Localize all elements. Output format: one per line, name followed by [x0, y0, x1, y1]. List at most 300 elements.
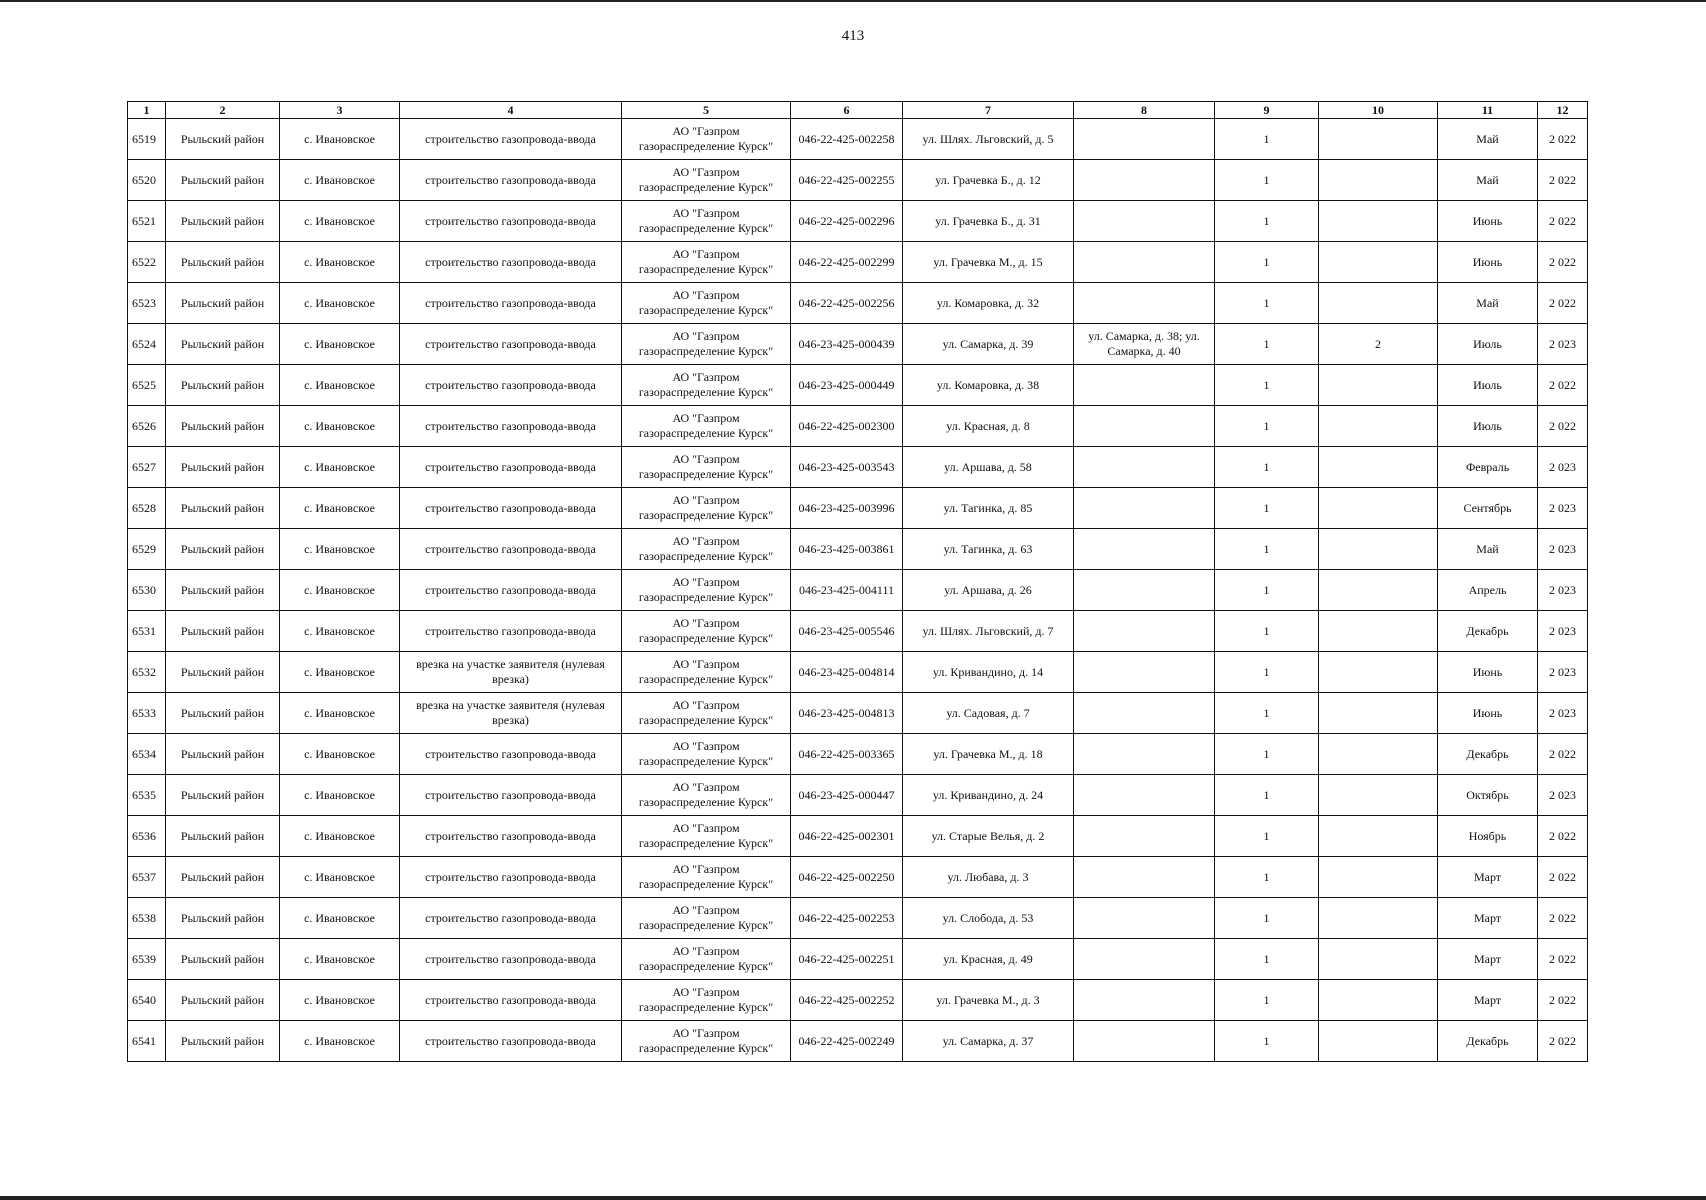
table-row — [128, 283, 1588, 324]
cell-application-number: 046-22-425-002258 — [791, 119, 903, 160]
cell-organization: АО "Газпром газораспределение Курск" — [622, 775, 791, 816]
cell-row-number: 6533 — [128, 693, 166, 734]
cell-district: Рыльский район — [166, 119, 280, 160]
cell-year: 2 023 — [1538, 324, 1588, 365]
cell-year: 2 022 — [1538, 242, 1588, 283]
cell-extra-addresses — [1074, 693, 1215, 734]
cell-application-number: 046-23-425-000447 — [791, 775, 903, 816]
cell-district: Рыльский район — [166, 652, 280, 693]
cell-application-number: 046-22-425-002252 — [791, 980, 903, 1021]
table-row — [128, 406, 1588, 447]
cell-month: Июнь — [1438, 201, 1538, 242]
cell-application-number: 046-22-425-002253 — [791, 898, 903, 939]
cell-organization: АО "Газпром газораспределение Курск" — [622, 939, 791, 980]
cell-extra-addresses — [1074, 857, 1215, 898]
cell-year: 2 022 — [1538, 734, 1588, 775]
cell-count-1: 1 — [1215, 242, 1319, 283]
cell-row-number: 6519 — [128, 119, 166, 160]
cell-address: ул. Комаровка, д. 38 — [903, 365, 1074, 406]
cell-address: ул. Любава, д. 3 — [903, 857, 1074, 898]
cell-application-number: 046-22-425-002251 — [791, 939, 903, 980]
cell-settlement: с. Ивановское — [280, 775, 400, 816]
cell-work-type: строительство газопровода-ввода — [400, 570, 622, 611]
cell-year: 2 023 — [1538, 652, 1588, 693]
cell-settlement: с. Ивановское — [280, 406, 400, 447]
cell-row-number: 6541 — [128, 1021, 166, 1062]
cell-year: 2 023 — [1538, 570, 1588, 611]
cell-year: 2 022 — [1538, 160, 1588, 201]
cell-work-type: строительство газопровода-ввода — [400, 324, 622, 365]
cell-work-type: строительство газопровода-ввода — [400, 1021, 622, 1062]
cell-work-type: строительство газопровода-ввода — [400, 939, 622, 980]
cell-settlement: с. Ивановское — [280, 447, 400, 488]
cell-month: Июнь — [1438, 652, 1538, 693]
cell-row-number: 6527 — [128, 447, 166, 488]
cell-district: Рыльский район — [166, 365, 280, 406]
cell-work-type: строительство газопровода-ввода — [400, 488, 622, 529]
cell-district: Рыльский район — [166, 447, 280, 488]
cell-count-1: 1 — [1215, 447, 1319, 488]
cell-work-type: строительство газопровода-ввода — [400, 898, 622, 939]
cell-organization: АО "Газпром газораспределение Курск" — [622, 816, 791, 857]
column-header-11: 11 — [1438, 102, 1538, 119]
cell-work-type: строительство газопровода-ввода — [400, 980, 622, 1021]
cell-work-type: строительство газопровода-ввода — [400, 529, 622, 570]
cell-work-type: строительство газопровода-ввода — [400, 201, 622, 242]
cell-settlement: с. Ивановское — [280, 980, 400, 1021]
cell-district: Рыльский район — [166, 775, 280, 816]
cell-settlement: с. Ивановское — [280, 201, 400, 242]
cell-district: Рыльский район — [166, 283, 280, 324]
cell-count-2 — [1319, 693, 1438, 734]
cell-extra-addresses — [1074, 775, 1215, 816]
cell-organization: АО "Газпром газораспределение Курск" — [622, 201, 791, 242]
table-row — [128, 447, 1588, 488]
cell-organization: АО "Газпром газораспределение Курск" — [622, 160, 791, 201]
cell-month: Ноябрь — [1438, 816, 1538, 857]
cell-district: Рыльский район — [166, 898, 280, 939]
cell-application-number: 046-22-425-002256 — [791, 283, 903, 324]
cell-settlement: с. Ивановское — [280, 611, 400, 652]
table-row — [128, 324, 1588, 365]
cell-work-type: строительство газопровода-ввода — [400, 283, 622, 324]
cell-settlement: с. Ивановское — [280, 939, 400, 980]
cell-month: Апрель — [1438, 570, 1538, 611]
cell-application-number: 046-23-425-003996 — [791, 488, 903, 529]
table-row — [128, 816, 1588, 857]
cell-extra-addresses — [1074, 283, 1215, 324]
cell-extra-addresses — [1074, 652, 1215, 693]
cell-settlement: с. Ивановское — [280, 857, 400, 898]
cell-count-1: 1 — [1215, 939, 1319, 980]
cell-address: ул. Грачевка Б., д. 31 — [903, 201, 1074, 242]
cell-count-1: 1 — [1215, 283, 1319, 324]
cell-district: Рыльский район — [166, 1021, 280, 1062]
cell-count-1: 1 — [1215, 980, 1319, 1021]
table-row — [128, 1021, 1588, 1062]
cell-month: Сентябрь — [1438, 488, 1538, 529]
cell-row-number: 6523 — [128, 283, 166, 324]
cell-settlement: с. Ивановское — [280, 488, 400, 529]
cell-row-number: 6538 — [128, 898, 166, 939]
cell-year: 2 023 — [1538, 447, 1588, 488]
cell-organization: АО "Газпром газораспределение Курск" — [622, 447, 791, 488]
cell-year: 2 022 — [1538, 406, 1588, 447]
cell-count-2 — [1319, 1021, 1438, 1062]
cell-month: Май — [1438, 283, 1538, 324]
table-row — [128, 980, 1588, 1021]
cell-extra-addresses: ул. Самарка, д. 38; ул. Самарка, д. 40 — [1074, 324, 1215, 365]
cell-year: 2 023 — [1538, 529, 1588, 570]
cell-application-number: 046-23-425-004814 — [791, 652, 903, 693]
cell-organization: АО "Газпром газораспределение Курск" — [622, 529, 791, 570]
cell-year: 2 022 — [1538, 898, 1588, 939]
cell-extra-addresses — [1074, 242, 1215, 283]
cell-month: Октябрь — [1438, 775, 1538, 816]
cell-count-2 — [1319, 980, 1438, 1021]
cell-application-number: 046-22-425-003365 — [791, 734, 903, 775]
cell-month: Март — [1438, 857, 1538, 898]
cell-work-type: врезка на участке заявителя (нулевая врезка) — [400, 693, 622, 734]
data-table — [127, 101, 1588, 1062]
cell-district: Рыльский район — [166, 857, 280, 898]
cell-district: Рыльский район — [166, 693, 280, 734]
cell-address: ул. Грачевка М., д. 15 — [903, 242, 1074, 283]
cell-count-2 — [1319, 652, 1438, 693]
cell-year: 2 022 — [1538, 980, 1588, 1021]
cell-settlement: с. Ивановское — [280, 693, 400, 734]
column-header-5: 5 — [622, 102, 791, 119]
table-row — [128, 939, 1588, 980]
cell-district: Рыльский район — [166, 529, 280, 570]
cell-count-2 — [1319, 816, 1438, 857]
cell-extra-addresses — [1074, 201, 1215, 242]
cell-application-number: 046-23-425-003543 — [791, 447, 903, 488]
column-header-1: 1 — [128, 102, 166, 119]
cell-count-1: 1 — [1215, 652, 1319, 693]
cell-organization: АО "Газпром газораспределение Курск" — [622, 980, 791, 1021]
cell-count-1: 1 — [1215, 1021, 1319, 1062]
cell-application-number: 046-23-425-000439 — [791, 324, 903, 365]
cell-application-number: 046-23-425-004813 — [791, 693, 903, 734]
cell-count-1: 1 — [1215, 775, 1319, 816]
cell-address: ул. Кривандино, д. 14 — [903, 652, 1074, 693]
cell-organization: АО "Газпром газораспределение Курск" — [622, 734, 791, 775]
cell-count-2 — [1319, 939, 1438, 980]
cell-work-type: строительство газопровода-ввода — [400, 775, 622, 816]
cell-count-2 — [1319, 857, 1438, 898]
table-row — [128, 693, 1588, 734]
cell-count-2 — [1319, 242, 1438, 283]
cell-settlement: с. Ивановское — [280, 816, 400, 857]
cell-extra-addresses — [1074, 119, 1215, 160]
table-row — [128, 570, 1588, 611]
cell-count-2 — [1319, 406, 1438, 447]
cell-address: ул. Аршава, д. 26 — [903, 570, 1074, 611]
cell-year: 2 023 — [1538, 611, 1588, 652]
cell-organization: АО "Газпром газораспределение Курск" — [622, 898, 791, 939]
cell-organization: АО "Газпром газораспределение Курск" — [622, 693, 791, 734]
cell-application-number: 046-22-425-002296 — [791, 201, 903, 242]
cell-address: ул. Грачевка Б., д. 12 — [903, 160, 1074, 201]
cell-work-type: строительство газопровода-ввода — [400, 119, 622, 160]
cell-count-2 — [1319, 365, 1438, 406]
cell-count-2 — [1319, 529, 1438, 570]
cell-application-number: 046-23-425-004111 — [791, 570, 903, 611]
cell-count-1: 1 — [1215, 488, 1319, 529]
cell-year: 2 022 — [1538, 939, 1588, 980]
cell-extra-addresses — [1074, 365, 1215, 406]
cell-settlement: с. Ивановское — [280, 242, 400, 283]
cell-application-number: 046-23-425-003861 — [791, 529, 903, 570]
cell-settlement: с. Ивановское — [280, 1021, 400, 1062]
cell-application-number: 046-22-425-002250 — [791, 857, 903, 898]
cell-address: ул. Красная, д. 8 — [903, 406, 1074, 447]
cell-count-1: 1 — [1215, 324, 1319, 365]
cell-organization: АО "Газпром газораспределение Курск" — [622, 119, 791, 160]
cell-extra-addresses — [1074, 980, 1215, 1021]
cell-row-number: 6520 — [128, 160, 166, 201]
cell-organization: АО "Газпром газораспределение Курск" — [622, 570, 791, 611]
table-row — [128, 611, 1588, 652]
column-header-8: 8 — [1074, 102, 1215, 119]
cell-row-number: 6530 — [128, 570, 166, 611]
cell-count-2 — [1319, 201, 1438, 242]
cell-month: Май — [1438, 119, 1538, 160]
cell-organization: АО "Газпром газораспределение Курск" — [622, 324, 791, 365]
cell-row-number: 6537 — [128, 857, 166, 898]
table-row — [128, 488, 1588, 529]
cell-count-1: 1 — [1215, 693, 1319, 734]
cell-district: Рыльский район — [166, 488, 280, 529]
cell-district: Рыльский район — [166, 242, 280, 283]
cell-application-number: 046-23-425-000449 — [791, 365, 903, 406]
cell-address: ул. Аршава, д. 58 — [903, 447, 1074, 488]
scan-edge-top — [0, 0, 1706, 2]
cell-year: 2 023 — [1538, 693, 1588, 734]
cell-organization: АО "Газпром газораспределение Курск" — [622, 242, 791, 283]
cell-count-2 — [1319, 447, 1438, 488]
cell-work-type: строительство газопровода-ввода — [400, 365, 622, 406]
cell-settlement: с. Ивановское — [280, 734, 400, 775]
table-row — [128, 160, 1588, 201]
cell-row-number: 6524 — [128, 324, 166, 365]
cell-extra-addresses — [1074, 1021, 1215, 1062]
cell-organization: АО "Газпром газораспределение Курск" — [622, 1021, 791, 1062]
table-row — [128, 365, 1588, 406]
cell-organization: АО "Газпром газораспределение Курск" — [622, 857, 791, 898]
cell-extra-addresses — [1074, 447, 1215, 488]
cell-month: Март — [1438, 980, 1538, 1021]
cell-year: 2 022 — [1538, 119, 1588, 160]
cell-organization: АО "Газпром газораспределение Курск" — [622, 611, 791, 652]
cell-work-type: врезка на участке заявителя (нулевая врезка) — [400, 652, 622, 693]
cell-count-2 — [1319, 119, 1438, 160]
cell-month: Май — [1438, 529, 1538, 570]
cell-count-1: 1 — [1215, 898, 1319, 939]
cell-address: ул. Грачевка М., д. 3 — [903, 980, 1074, 1021]
cell-address: ул. Шлях. Льговский, д. 5 — [903, 119, 1074, 160]
cell-district: Рыльский район — [166, 734, 280, 775]
cell-extra-addresses — [1074, 488, 1215, 529]
cell-month: Декабрь — [1438, 734, 1538, 775]
table-row — [128, 898, 1588, 939]
cell-year: 2 022 — [1538, 283, 1588, 324]
cell-month: Июль — [1438, 324, 1538, 365]
cell-district: Рыльский район — [166, 406, 280, 447]
cell-district: Рыльский район — [166, 160, 280, 201]
cell-month: Июль — [1438, 406, 1538, 447]
cell-count-2 — [1319, 160, 1438, 201]
cell-year: 2 022 — [1538, 201, 1588, 242]
cell-row-number: 6536 — [128, 816, 166, 857]
cell-row-number: 6528 — [128, 488, 166, 529]
cell-month: Декабрь — [1438, 611, 1538, 652]
table-row — [128, 201, 1588, 242]
cell-year: 2 023 — [1538, 488, 1588, 529]
cell-month: Март — [1438, 898, 1538, 939]
table-row — [128, 775, 1588, 816]
cell-count-1: 1 — [1215, 611, 1319, 652]
cell-row-number: 6540 — [128, 980, 166, 1021]
cell-count-2 — [1319, 775, 1438, 816]
column-header-2: 2 — [166, 102, 280, 119]
cell-district: Рыльский район — [166, 201, 280, 242]
column-header-6: 6 — [791, 102, 903, 119]
cell-month: Февраль — [1438, 447, 1538, 488]
cell-organization: АО "Газпром газораспределение Курск" — [622, 652, 791, 693]
cell-address: ул. Садовая, д. 7 — [903, 693, 1074, 734]
page-number: 413 — [841, 28, 865, 44]
cell-row-number: 6535 — [128, 775, 166, 816]
cell-district: Рыльский район — [166, 980, 280, 1021]
cell-work-type: строительство газопровода-ввода — [400, 611, 622, 652]
cell-row-number: 6532 — [128, 652, 166, 693]
cell-year: 2 022 — [1538, 1021, 1588, 1062]
cell-work-type: строительство газопровода-ввода — [400, 160, 622, 201]
cell-address: ул. Красная, д. 49 — [903, 939, 1074, 980]
cell-application-number: 046-22-425-002299 — [791, 242, 903, 283]
table-row — [128, 119, 1588, 160]
cell-count-1: 1 — [1215, 734, 1319, 775]
cell-month: Июль — [1438, 365, 1538, 406]
cell-address: ул. Грачевка М., д. 18 — [903, 734, 1074, 775]
column-header-9: 9 — [1215, 102, 1319, 119]
scan-edge-bottom — [0, 1196, 1706, 1200]
cell-count-2 — [1319, 734, 1438, 775]
table-row — [128, 734, 1588, 775]
cell-extra-addresses — [1074, 570, 1215, 611]
cell-extra-addresses — [1074, 734, 1215, 775]
cell-row-number: 6531 — [128, 611, 166, 652]
cell-settlement: с. Ивановское — [280, 365, 400, 406]
cell-count-1: 1 — [1215, 365, 1319, 406]
column-header-4: 4 — [400, 102, 622, 119]
table-row — [128, 529, 1588, 570]
column-header-7: 7 — [903, 102, 1074, 119]
cell-count-1: 1 — [1215, 119, 1319, 160]
cell-year: 2 022 — [1538, 816, 1588, 857]
cell-row-number: 6525 — [128, 365, 166, 406]
cell-year: 2 023 — [1538, 775, 1588, 816]
cell-extra-addresses — [1074, 939, 1215, 980]
cell-application-number: 046-22-425-002255 — [791, 160, 903, 201]
cell-extra-addresses — [1074, 160, 1215, 201]
cell-work-type: строительство газопровода-ввода — [400, 734, 622, 775]
cell-month: Июнь — [1438, 693, 1538, 734]
cell-count-2 — [1319, 283, 1438, 324]
cell-district: Рыльский район — [166, 939, 280, 980]
cell-count-2 — [1319, 611, 1438, 652]
column-header-3: 3 — [280, 102, 400, 119]
cell-count-1: 1 — [1215, 201, 1319, 242]
cell-month: Июнь — [1438, 242, 1538, 283]
cell-count-1: 1 — [1215, 816, 1319, 857]
cell-extra-addresses — [1074, 406, 1215, 447]
cell-settlement: с. Ивановское — [280, 283, 400, 324]
cell-count-2: 2 — [1319, 324, 1438, 365]
table-body — [128, 119, 1588, 1062]
cell-work-type: строительство газопровода-ввода — [400, 406, 622, 447]
cell-address: ул. Старые Велья, д. 2 — [903, 816, 1074, 857]
cell-settlement: с. Ивановское — [280, 324, 400, 365]
cell-district: Рыльский район — [166, 611, 280, 652]
cell-address: ул. Самарка, д. 37 — [903, 1021, 1074, 1062]
cell-address: ул. Шлях. Льговский, д. 7 — [903, 611, 1074, 652]
cell-district: Рыльский район — [166, 816, 280, 857]
cell-application-number: 046-22-425-002300 — [791, 406, 903, 447]
cell-address: ул. Комаровка, д. 32 — [903, 283, 1074, 324]
cell-organization: АО "Газпром газораспределение Курск" — [622, 365, 791, 406]
cell-work-type: строительство газопровода-ввода — [400, 447, 622, 488]
cell-settlement: с. Ивановское — [280, 160, 400, 201]
cell-address: ул. Слобода, д. 53 — [903, 898, 1074, 939]
cell-settlement: с. Ивановское — [280, 898, 400, 939]
cell-extra-addresses — [1074, 898, 1215, 939]
cell-count-2 — [1319, 898, 1438, 939]
cell-settlement: с. Ивановское — [280, 570, 400, 611]
cell-organization: АО "Газпром газораспределение Курск" — [622, 283, 791, 324]
cell-count-1: 1 — [1215, 406, 1319, 447]
cell-row-number: 6521 — [128, 201, 166, 242]
cell-month: Май — [1438, 160, 1538, 201]
column-header-12: 12 — [1538, 102, 1588, 119]
cell-count-1: 1 — [1215, 160, 1319, 201]
cell-settlement: с. Ивановское — [280, 652, 400, 693]
cell-settlement: с. Ивановское — [280, 119, 400, 160]
header-row — [128, 102, 1588, 119]
cell-work-type: строительство газопровода-ввода — [400, 857, 622, 898]
cell-district: Рыльский район — [166, 570, 280, 611]
cell-extra-addresses — [1074, 529, 1215, 570]
table-row — [128, 857, 1588, 898]
cell-application-number: 046-23-425-005546 — [791, 611, 903, 652]
cell-address: ул. Самарка, д. 39 — [903, 324, 1074, 365]
cell-row-number: 6526 — [128, 406, 166, 447]
column-header-10: 10 — [1319, 102, 1438, 119]
table-row — [128, 242, 1588, 283]
table-row — [128, 652, 1588, 693]
cell-row-number: 6522 — [128, 242, 166, 283]
cell-month: Март — [1438, 939, 1538, 980]
cell-settlement: с. Ивановское — [280, 529, 400, 570]
cell-row-number: 6539 — [128, 939, 166, 980]
cell-organization: АО "Газпром газораспределение Курск" — [622, 488, 791, 529]
cell-application-number: 046-22-425-002301 — [791, 816, 903, 857]
cell-work-type: строительство газопровода-ввода — [400, 816, 622, 857]
cell-count-1: 1 — [1215, 570, 1319, 611]
cell-row-number: 6529 — [128, 529, 166, 570]
